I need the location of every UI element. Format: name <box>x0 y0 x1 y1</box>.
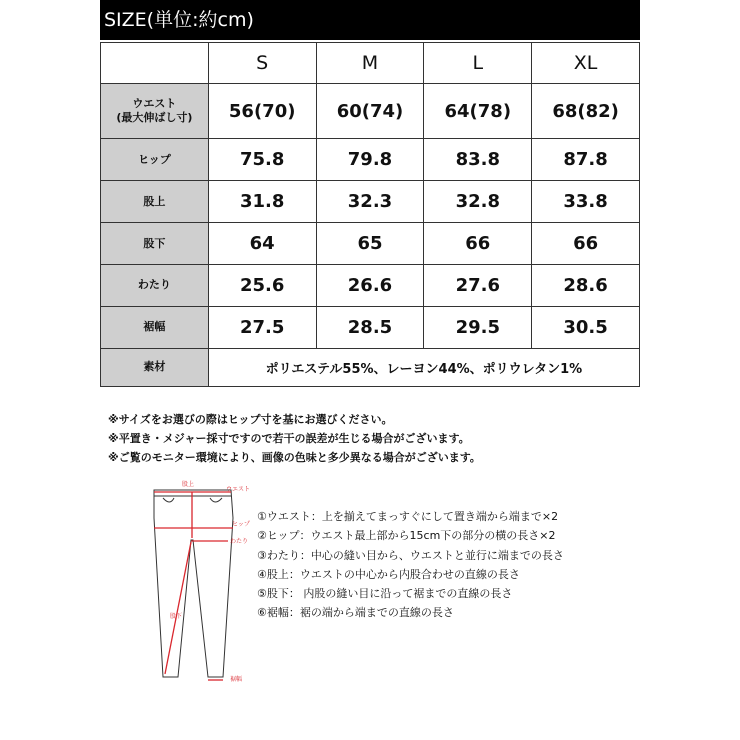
table-cell: 28.6 <box>532 265 640 307</box>
row-label-material: 素材 <box>101 348 209 386</box>
table-row-thigh <box>101 265 640 307</box>
row-label-inseam: 股下 <box>101 223 209 265</box>
table-cell: 32.8 <box>424 181 532 223</box>
table-cell: 64 <box>208 223 316 265</box>
legend-item: ③わたり：中心の縫い目から、ウエストと並行に端までの長さ <box>257 548 564 562</box>
diagram-labels <box>170 480 250 683</box>
label-hem: 裾幅 <box>230 676 243 683</box>
material-value: ポリエステル55%、レーヨン44%、ポリウレタン1% <box>208 348 639 386</box>
table-cell: 27.6 <box>424 265 532 307</box>
inseam-measure-line <box>165 542 191 674</box>
table-cell: 75.8 <box>208 139 316 181</box>
table-header-row <box>101 43 640 84</box>
legend-item: ①ウエスト：上を揃えてまっすぐにして置き端から端まで×2 <box>257 510 559 523</box>
table-row-material <box>101 348 640 386</box>
table-cell: 27.5 <box>208 306 316 348</box>
note-line: ※ご覧のモニター環境により、画像の色味と多少異なる場合がございます。 <box>108 451 481 464</box>
table-cell: 26.6 <box>316 265 424 307</box>
row-label-waist-line2: (最大伸ばし寸) <box>116 111 193 125</box>
pants-measurement-diagram <box>130 478 270 690</box>
label-waist: ウエスト <box>226 486 251 493</box>
notes <box>108 410 481 467</box>
column-header-l: L <box>424 43 532 84</box>
table-cell: 83.8 <box>424 139 532 181</box>
row-label-waist-line1: ウエスト <box>132 97 177 111</box>
table-cell: 32.3 <box>316 181 424 223</box>
note-line: ※サイズをお選びの際はヒップ寸を基にお選びください。 <box>108 413 393 426</box>
table-cell: 65 <box>316 223 424 265</box>
table-cell: 64(78) <box>424 84 532 139</box>
pants-silhouette <box>154 490 233 677</box>
row-label-rise: 股上 <box>101 181 209 223</box>
label-hip: ヒップ <box>232 521 250 528</box>
note-line: ※平置き・メジャー採寸ですので若干の誤差が生じる場合がございます。 <box>108 432 470 445</box>
row-label-hip: ヒップ <box>101 139 209 181</box>
table-cell: 29.5 <box>424 306 532 348</box>
table-cell: 56(70) <box>208 84 316 139</box>
row-label-waist <box>101 84 209 139</box>
table-corner-cell <box>101 43 209 84</box>
pocket-right <box>210 498 222 502</box>
table-cell: 66 <box>424 223 532 265</box>
table-cell: 31.8 <box>208 181 316 223</box>
table-cell: 30.5 <box>532 306 640 348</box>
legend-item: ②ヒップ：ウエスト最上部から15cm下の部分の横の長さ×2 <box>257 529 556 543</box>
measurement-legend <box>257 507 564 623</box>
column-header-s: S <box>208 43 316 84</box>
table-cell: 87.8 <box>532 139 640 181</box>
pants-outline <box>154 490 233 677</box>
table-cell: 28.5 <box>316 306 424 348</box>
table-row-waist <box>101 84 640 139</box>
size-table <box>100 42 640 387</box>
legend-item: ⑥裾幅：裾の端から端までの直線の長さ <box>257 606 454 620</box>
table-row-hem <box>101 306 640 348</box>
table-row-inseam <box>101 223 640 265</box>
column-header-m: M <box>316 43 424 84</box>
table-cell: 60(74) <box>316 84 424 139</box>
label-rise: 股上 <box>182 481 195 488</box>
table-cell: 79.8 <box>316 139 424 181</box>
table-cell: 33.8 <box>532 181 640 223</box>
size-header: SIZE(単位:約cm) <box>100 0 640 40</box>
table-cell: 66 <box>532 223 640 265</box>
row-label-hem: 裾幅 <box>101 306 209 348</box>
table-row-hip <box>101 139 640 181</box>
measure-lines <box>154 492 233 680</box>
column-header-xl: XL <box>532 43 640 84</box>
label-inseam: 股下 <box>170 613 183 620</box>
table-row-rise <box>101 181 640 223</box>
legend-item: ⑤股下： 内股の縫い目に沿って裾までの直線の長さ <box>257 587 513 601</box>
label-thigh: わたり <box>230 538 249 545</box>
legend-item: ④股上：ウエストの中心から内股合わせの直線の長さ <box>257 567 520 581</box>
row-label-thigh: わたり <box>101 265 209 307</box>
table-cell: 25.6 <box>208 265 316 307</box>
table-cell: 68(82) <box>532 84 640 139</box>
pocket-left <box>163 498 174 502</box>
